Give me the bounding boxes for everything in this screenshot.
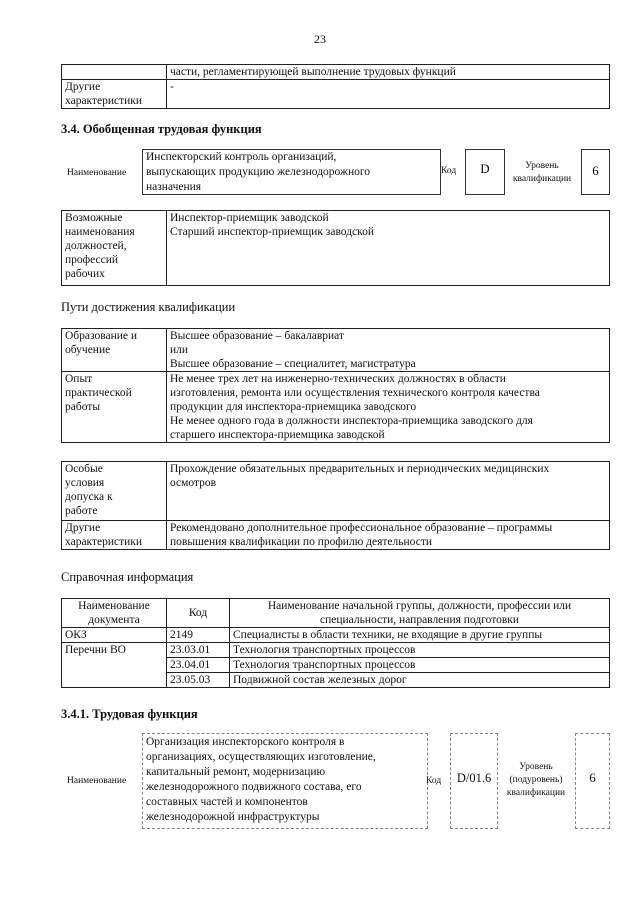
positions-table [61, 210, 610, 286]
ref-doc: ОКЗ [62, 628, 167, 643]
ref-name: Технология транспортных процессов [230, 643, 610, 658]
ref-header-name: Наименование начальной группы, должности, профессии или специальности, направления подготовки [230, 599, 610, 628]
other-characteristics-values: Рекомендовано дополнительное профессиональное образование – программы повышения квалификации по профилю деятельности [167, 521, 610, 550]
gtf-name-line: назначения [146, 181, 202, 193]
tf-name-line: железнодорожного подвижного состава, его [146, 781, 362, 793]
other-characteristics-label: Другие характеристики [62, 521, 167, 550]
page-number: 23 [314, 32, 326, 46]
gtf-code-value: D [465, 149, 505, 195]
tf-heading: 3.4.1. Трудовая функция [61, 707, 198, 721]
paths-heading: Пути достижения квалификации [61, 300, 236, 314]
gtf-name-line: выпускающих продукцию железнодорожного [146, 166, 371, 178]
ref-header-code: Код [167, 599, 230, 628]
conditions-table [61, 461, 610, 550]
tf-code-value: D/01.6 [450, 733, 498, 829]
special-conditions-values: Прохождение обязательных предварительных и периодических медицинских осмотров [167, 462, 610, 521]
gtf-level-value: 6 [581, 149, 610, 195]
tf-code-label: Код [426, 776, 442, 786]
ref-name: Специалисты в области техники, не входящие в другие группы [230, 628, 610, 643]
gtf-name-box [142, 149, 441, 195]
education-values: Высшее образование – бакалавриат или Высшее образование – специалитет, магистратура [167, 329, 610, 372]
tf-name-label: Наименование [67, 776, 127, 786]
ref-code: 2149 [167, 628, 230, 643]
level-label: Уровень квалификации [512, 161, 572, 184]
experience-values: Не менее трех лет на инженерно-технических должностях в области изготовления, ремонта или осуществления технического контроля качества продукции для инспектора-приемщика заводского Не менее одного года в должности инспектора-приемщика заводского для старшего инспектора-приемщика заводской [167, 372, 610, 443]
continuation-table [61, 64, 610, 109]
tf-name-line: капитальный ремонт, модернизацию [146, 766, 326, 778]
special-conditions-label: Особые условия допуска к работе [62, 462, 167, 521]
tf-name-box [142, 733, 428, 829]
other-characteristics-value: - [167, 80, 610, 109]
reference-heading: Справочная информация [61, 570, 194, 584]
position-item: Инспектор-приемщик заводской [170, 212, 329, 224]
ref-doc: Перечни ВО [62, 643, 167, 688]
position-item: Старший инспектор-приемщик заводской [170, 226, 375, 238]
experience-label: Опыт практической работы [62, 372, 167, 443]
education-label: Образование и обучение [62, 329, 167, 372]
tf-level-value: 6 [575, 733, 610, 829]
tf-level-label: Уровень (подуровень) квалификации [506, 762, 566, 798]
ref-header-doc: Наименование документа [62, 599, 167, 628]
code-label: Код [441, 166, 457, 176]
tf-name-line: составных частей и компонентов [146, 796, 308, 808]
positions-label: Возможные наименования должностей, профессий рабочих [62, 211, 167, 286]
ref-code: 23.04.01 [167, 658, 230, 673]
ref-code: 23.05.03 [167, 673, 230, 688]
tf-name-line: организациях, осуществляющих изготовление, [146, 751, 376, 763]
tf-name-line: Организация инспекторского контроля в [146, 736, 345, 748]
ref-name: Технология транспортных процессов [230, 658, 610, 673]
gtf-name-line: Инспекторский контроль организаций, [146, 151, 337, 163]
section-heading: 3.4. Обобщенная трудовая функция [61, 122, 262, 136]
reference-table [61, 598, 610, 688]
other-characteristics-label: Другие характеристики [62, 80, 167, 109]
tf-name-line: железнодорожной инфраструктуры [146, 811, 320, 823]
paths-table [61, 328, 610, 443]
continuation-text: части, регламентирующей выполнение трудовых функций [167, 65, 610, 80]
ref-name: Подвижной состав железных дорог [230, 673, 610, 688]
name-label: Наименование [67, 168, 127, 178]
positions-values [167, 211, 610, 286]
ref-code: 23.03.01 [167, 643, 230, 658]
